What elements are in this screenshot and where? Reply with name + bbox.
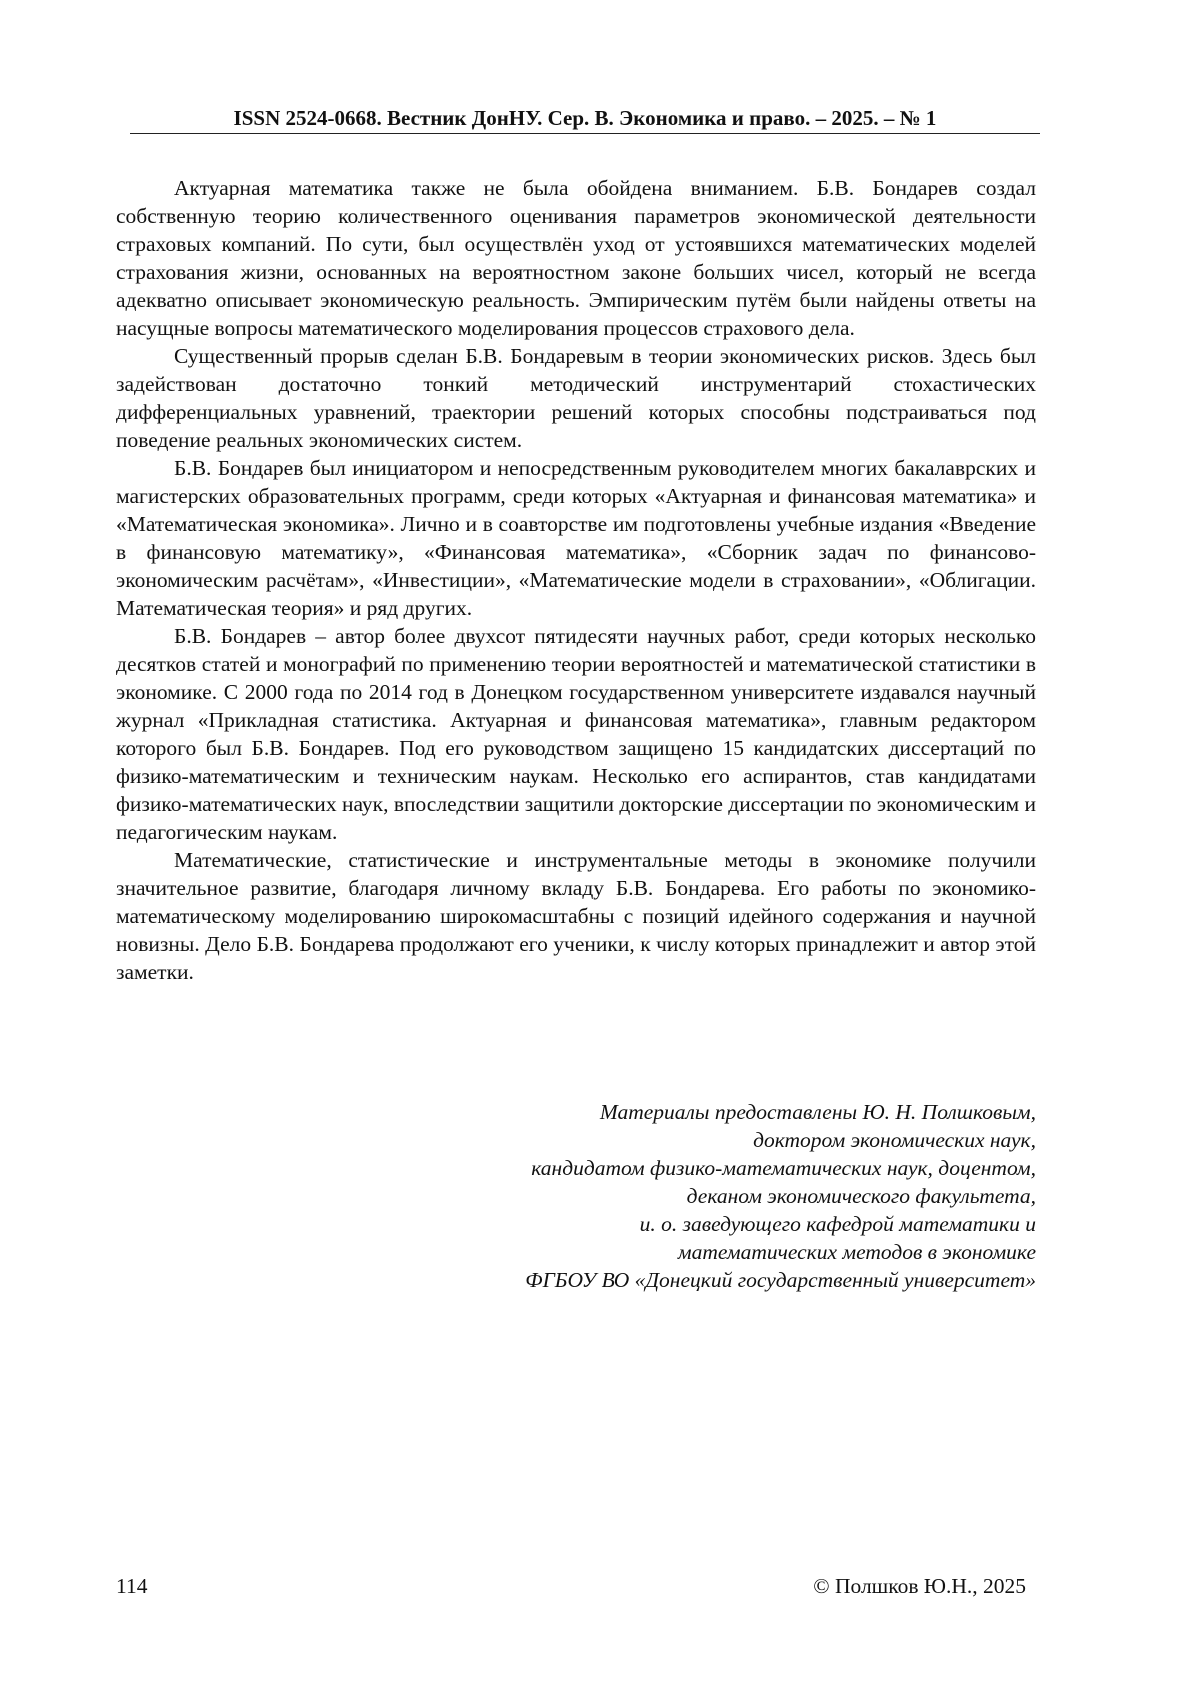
body-paragraph: Б.В. Бондарев – автор более двухсот пятидесяти научных работ, среди которых несколько десятков статей и монографий по применению теории вероятностей и математической статистики в экономике. С 2000 года по 2014 год в Донецком государственном университете издавался научный журнал «Прикладная статистика. Актуарная и финансовая математика», главным редактором которого был Б.В. Бондарев. Под его руководством защищено 15 кандидатских диссертаций по физико-математическим и техническим наукам. Несколько его аспирантов, став кандидатами физико-математических наук, впоследствии защитили докторские диссертации по экономическим и педагогическим наукам. [116,624,1036,844]
credit-line: кандидатом физико-математических наук, доцентом, [531,1156,1036,1180]
author-credits [416,1098,1036,1294]
header-divider [130,133,1040,134]
running-head: ISSN 2524-0668. Вестник ДонНУ. Сер. В. Экономика и право. – 2025. – № 1 [233,106,937,130]
copyright-notice: © Полшков Ю.Н., 2025 [813,1574,1026,1598]
article-body [116,174,1036,986]
body-paragraph: Б.В. Бондарев был инициатором и непосредственным руководителем многих бакалаврских и магистерских образовательных программ, среди которых «Актуарная и финансовая математика» и «Математическая экономика». Лично и в соавторстве им подготовлены учебные издания «Введение в финансовую математику», «Финансовая математика», «Сборник задач по финансово-экономическим расчётам», «Инвестиции», «Математические модели в страховании», «Облигации. Математическая теория» и ряд других. [116,456,1036,620]
credit-line: Материалы предоставлены Ю. Н. Полшковым, [599,1100,1036,1124]
body-paragraph: Существенный прорыв сделан Б.В. Бондаревым в теории экономических рисков. Здесь был задействован достаточно тонкий методический инструментарий стохастических дифференциальных уравнений, траектории решений которых способны подстраиваться под поведение реальных экономических систем. [116,344,1036,452]
body-paragraph: Актуарная математика также не была обойдена вниманием. Б.В. Бондарев создал собственную теорию количественного оценивания параметров экономической деятельности страховых компаний. По сути, был осуществлён уход от устоявшихся математических моделей страхования жизни, основанных на вероятностном законе больших чисел, который не всегда адекватно описывает экономическую реальность. Эмпирическим путём были найдены ответы на насущные вопросы математического моделирования процессов страхового дела. [116,176,1036,340]
credit-line: ФГБОУ ВО «Донецкий государственный университет» [525,1268,1036,1292]
body-paragraph: Математические, статистические и инструментальные методы в экономике получили значительное развитие, благодаря личному вкладу Б.В. Бондарева. Его работы по экономико-математическому моделированию широкомасштабны с позиций идейного содержания и научной новизны. Дело Б.В. Бондарева продолжают его ученики, к числу которых принадлежит и автор этой заметки. [116,848,1036,984]
page-number: 114 [116,1574,148,1598]
credit-line: деканом экономического факультета, [686,1184,1036,1208]
credit-line: доктором экономических наук, [753,1128,1036,1152]
credit-line: и. о. заведующего кафедрой математики и [639,1212,1036,1236]
credit-line: математических методов в экономике [677,1240,1036,1264]
